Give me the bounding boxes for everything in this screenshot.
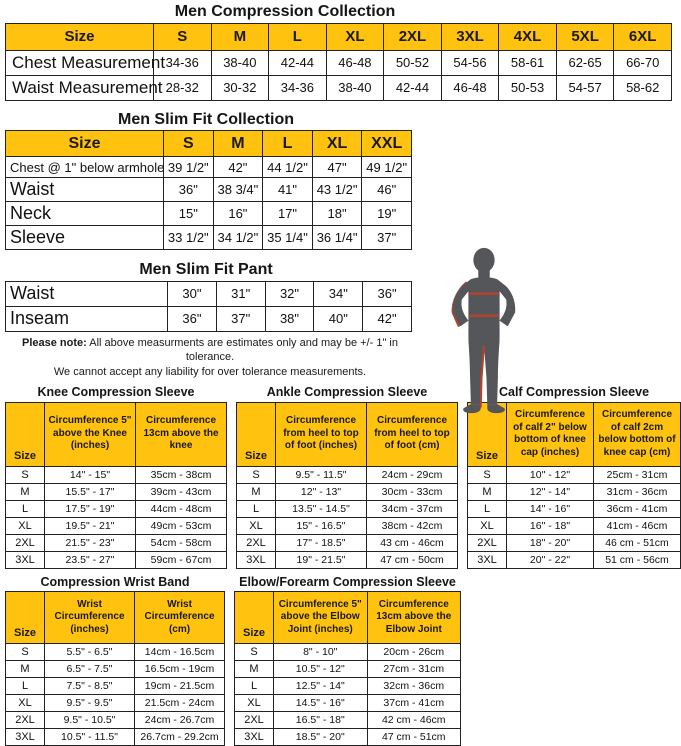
cell-value: 39 1/2" [164, 157, 214, 178]
cell-value: 15" - 16.5" [276, 517, 367, 534]
compression-wrist-band-table [5, 591, 225, 746]
row-label: Neck [6, 202, 164, 226]
cell-value: 16.5cm - 19cm [135, 661, 225, 678]
cell-value: 51 cm - 56cm [594, 551, 681, 568]
cell-value: 37" [216, 306, 265, 331]
row-label: S [6, 466, 45, 483]
title-men-compression-collection: Men Compression Collection [174, 3, 396, 20]
header-row [235, 592, 461, 644]
men-compression-collection-table [5, 23, 672, 101]
column-header: Circumference from heel to top of foot (cm) [367, 402, 458, 466]
cell-value: 34" [314, 281, 363, 306]
table-row [6, 500, 227, 517]
column-header: L [263, 131, 313, 157]
header-row [6, 131, 412, 157]
table-row [6, 678, 225, 695]
row-label: XL [468, 517, 507, 534]
table-row [468, 517, 681, 534]
cell-value: 36" [363, 281, 412, 306]
cell-value: 10" - 12" [507, 466, 594, 483]
cell-value: 14.5" - 16" [274, 695, 368, 712]
column-header: 4XL [499, 23, 557, 50]
cell-value: 47 cm - 51cm [367, 729, 461, 746]
cell-value: 18" - 20" [507, 534, 594, 551]
column-header: Circumference 13cm above the knee [136, 402, 227, 466]
table-row [237, 483, 458, 500]
cell-value: 38 3/4" [213, 178, 263, 202]
row-label: Chest @ 1" below armhole [6, 157, 164, 178]
table-row [6, 466, 227, 483]
cell-value: 49cm - 53cm [136, 517, 227, 534]
table-row [235, 661, 461, 678]
cell-value: 58-61 [499, 50, 557, 75]
cell-value: 21.5cm - 24cm [135, 695, 225, 712]
row-label: L [468, 500, 507, 517]
column-header: 2XL [384, 23, 442, 50]
cell-value: 34 1/2" [213, 226, 263, 250]
table-row [6, 50, 672, 75]
column-header: XL [326, 23, 384, 50]
row-label: L [6, 500, 45, 517]
row-label: 3XL [6, 551, 45, 568]
elbow-section [234, 575, 461, 746]
cell-value: 37" [362, 226, 412, 250]
cell-value: 34cm - 37cm [367, 500, 458, 517]
cell-value: 19cm - 21.5cm [135, 678, 225, 695]
slim-fit-section [0, 111, 679, 380]
knee-section [5, 385, 227, 568]
cell-value: 20cm - 26cm [367, 644, 461, 661]
cell-value: 15.5" - 17" [45, 483, 136, 500]
note-line-2: We cannot accept any liability for over tolerance measurements. [53, 365, 367, 378]
row-label: Waist [6, 281, 168, 306]
elbow-forearm-compression-sleeve-table [234, 591, 461, 746]
table-row [237, 517, 458, 534]
cell-value: 58-62 [614, 75, 672, 100]
column-header: Circumference 5" above the Knee (inches) [45, 402, 136, 466]
table-row [6, 75, 672, 100]
table-row [6, 695, 225, 712]
sleeve-tables-row-2 [5, 575, 679, 746]
cell-value: 32" [265, 281, 314, 306]
column-header: M [211, 23, 269, 50]
column-header: XL [312, 131, 362, 157]
table-row [6, 483, 227, 500]
size-column-header: Size [6, 23, 154, 50]
cell-value: 47 cm - 50cm [367, 551, 458, 568]
cell-value: 24cm - 26.7cm [135, 712, 225, 729]
table-row [468, 500, 681, 517]
knee-compression-sleeve-table [5, 402, 227, 569]
cell-value: 31" [216, 281, 265, 306]
men-slim-fit-collection-table [5, 130, 412, 250]
tolerance-note [0, 336, 420, 380]
cell-value: 17" [263, 202, 313, 226]
row-label: S [468, 466, 507, 483]
cell-value: 42-44 [269, 50, 327, 75]
table-row [6, 202, 412, 226]
row-label: XL [6, 517, 45, 534]
cell-value: 36" [164, 178, 214, 202]
cell-value: 9.5" - 9.5" [45, 695, 135, 712]
cell-value: 54cm - 58cm [136, 534, 227, 551]
table-row [235, 695, 461, 712]
cell-value: 44 1/2" [263, 157, 313, 178]
cell-value: 54-56 [441, 50, 499, 75]
row-label: M [468, 483, 507, 500]
cell-value: 42" [213, 157, 263, 178]
cell-value: 43 cm - 46cm [367, 534, 458, 551]
table-row [6, 534, 227, 551]
cell-value: 9.5" - 10.5" [45, 712, 135, 729]
row-label: L [237, 500, 276, 517]
cell-value: 12.5" - 14" [274, 678, 368, 695]
row-label: 3XL [235, 729, 274, 746]
column-header: S [154, 23, 212, 50]
note-text: All above measurments are estimates only and may be +/- 1" in tolerance. [86, 336, 398, 364]
row-label: 3XL [468, 551, 507, 568]
title-knee-compression-sleeve: Knee Compression Sleeve [37, 385, 195, 400]
table-row [237, 551, 458, 568]
column-header: 5XL [556, 23, 614, 50]
row-label: 2XL [6, 534, 45, 551]
cell-value: 36cm - 41cm [594, 500, 681, 517]
cell-value: 35cm - 38cm [136, 466, 227, 483]
cell-value: 44cm - 48cm [136, 500, 227, 517]
table-row [468, 551, 681, 568]
cell-value: 27cm - 31cm [367, 661, 461, 678]
table-row [6, 306, 412, 331]
column-header: Circumference of calf 2cm below bottom of knee cap (cm) [594, 402, 681, 466]
cell-value: 33 1/2" [164, 226, 214, 250]
cell-value: 8" - 10" [274, 644, 368, 661]
column-header: Circumference of calf 2" below bottom of knee cap (inches) [507, 402, 594, 466]
title-men-slim-fit-collection: Men Slim Fit Collection [117, 110, 294, 128]
row-label: Waist Measurement [6, 75, 154, 100]
cell-value: 16.5" - 18" [274, 712, 368, 729]
table-row [6, 712, 225, 729]
cell-value: 39cm - 43cm [136, 483, 227, 500]
column-header: 3XL [441, 23, 499, 50]
cell-value: 38" [265, 306, 314, 331]
cell-value: 66-70 [614, 50, 672, 75]
cell-value: 41cm - 46cm [594, 517, 681, 534]
table-row [237, 466, 458, 483]
size-column-header: Size [468, 402, 507, 466]
male-silhouette-figure [438, 247, 530, 423]
cell-value: 36 1/4" [312, 226, 362, 250]
cell-value: 17.5" - 19" [45, 500, 136, 517]
cell-value: 12" - 14" [507, 483, 594, 500]
table-row [235, 729, 461, 746]
header-row [237, 402, 458, 466]
cell-value: 14" - 15" [45, 466, 136, 483]
wrist-section [5, 575, 225, 746]
cell-value: 42 cm - 46cm [367, 712, 461, 729]
cell-value: 41" [263, 178, 313, 202]
row-label: M [235, 661, 274, 678]
cell-value: 47" [312, 157, 362, 178]
table-row [237, 534, 458, 551]
size-column-header: Size [6, 592, 45, 644]
cell-value: 12" - 13" [276, 483, 367, 500]
cell-value: 14cm - 16.5cm [135, 644, 225, 661]
cell-value: 42-44 [384, 75, 442, 100]
cell-value: 28-32 [154, 75, 212, 100]
cell-value: 50-52 [384, 50, 442, 75]
table-row [6, 157, 412, 178]
table-row [6, 226, 412, 250]
cell-value: 38-40 [326, 75, 384, 100]
row-label: 2XL [6, 712, 45, 729]
row-label: Waist [6, 178, 164, 202]
men-slim-fit-pant-table [5, 281, 412, 332]
cell-value: 10.5" - 11.5" [45, 729, 135, 746]
column-header: Circumference from heel to top of foot (inches) [276, 402, 367, 466]
cell-value: 30cm - 33cm [367, 483, 458, 500]
cell-value: 19" [362, 202, 412, 226]
row-label: XL [235, 695, 274, 712]
table-row [6, 517, 227, 534]
row-label: 2XL [235, 712, 274, 729]
column-header: 6XL [614, 23, 672, 50]
cell-value: 21.5" - 23" [45, 534, 136, 551]
cell-value: 13.5" - 14.5" [276, 500, 367, 517]
ankle-compression-sleeve-table [236, 402, 458, 569]
cell-value: 49 1/2" [362, 157, 412, 178]
cell-value: 10.5" - 12" [274, 661, 368, 678]
table-row [6, 644, 225, 661]
row-label: M [6, 483, 45, 500]
table-row [235, 712, 461, 729]
cell-value: 46 cm - 51cm [594, 534, 681, 551]
ankle-section [236, 385, 458, 568]
cell-value: 18.5" - 20" [274, 729, 368, 746]
column-header: Wrist Circumference (inches) [45, 592, 135, 644]
size-column-header: Size [235, 592, 274, 644]
row-label: 2XL [237, 534, 276, 551]
table-row [6, 729, 225, 746]
cell-value: 19" - 21.5" [276, 551, 367, 568]
row-label: Chest Measurement [6, 50, 154, 75]
cell-value: 9.5" - 11.5" [276, 466, 367, 483]
table-row [6, 178, 412, 202]
cell-value: 19.5" - 21" [45, 517, 136, 534]
cell-value: 6.5" - 7.5" [45, 661, 135, 678]
title-men-slim-fit-pant: Men Slim Fit Pant [139, 261, 273, 279]
cell-value: 31cm - 36cm [594, 483, 681, 500]
cell-value: 25cm - 31cm [594, 466, 681, 483]
cell-value: 42" [363, 306, 412, 331]
sleeve-tables-row-1 [5, 385, 679, 568]
cell-value: 62-65 [556, 50, 614, 75]
table-row [235, 678, 461, 695]
column-header: Circumference 5" above the Elbow Joint (inches) [274, 592, 368, 644]
table-row [468, 466, 681, 483]
cell-value: 36" [168, 306, 217, 331]
row-label: 2XL [468, 534, 507, 551]
cell-value: 23.5" - 27" [45, 551, 136, 568]
row-label: S [237, 466, 276, 483]
table-row [6, 551, 227, 568]
cell-value: 38cm - 42cm [367, 517, 458, 534]
cell-value: 5.5" - 6.5" [45, 644, 135, 661]
column-header: S [164, 131, 214, 157]
column-header: Circumference 13cm above the Elbow Joint [367, 592, 461, 644]
cell-value: 50-53 [499, 75, 557, 100]
cell-value: 37cm - 41cm [367, 695, 461, 712]
row-label: S [6, 644, 45, 661]
table-row [6, 281, 412, 306]
calf-compression-sleeve-table [467, 402, 681, 569]
column-header: Wrist Circumference (cm) [135, 592, 225, 644]
cell-value: 54-57 [556, 75, 614, 100]
title-elbow-forearm-compression-sleeve: Elbow/Forearm Compression Sleeve [239, 574, 456, 589]
cell-value: 30" [168, 281, 217, 306]
row-label: 3XL [237, 551, 276, 568]
row-label: 3XL [6, 729, 45, 746]
cell-value: 16" [213, 202, 263, 226]
cell-value: 34-36 [269, 75, 327, 100]
cell-value: 46" [362, 178, 412, 202]
cell-value: 16" - 18" [507, 517, 594, 534]
row-label: XL [6, 695, 45, 712]
note-line-1 [0, 336, 420, 365]
cell-value: 40" [314, 306, 363, 331]
row-label: Inseam [6, 306, 168, 331]
cell-value: 34-36 [154, 50, 212, 75]
table-row [6, 661, 225, 678]
column-header: L [269, 23, 327, 50]
cell-value: 20" - 22" [507, 551, 594, 568]
title-calf-compression-sleeve: Calf Compression Sleeve [498, 385, 650, 400]
cell-value: 7.5" - 8.5" [45, 678, 135, 695]
header-row [6, 592, 225, 644]
title-compression-wrist-band: Compression Wrist Band [40, 574, 190, 589]
male-silhouette-icon [438, 247, 530, 423]
table-row [237, 500, 458, 517]
cell-value: 32cm - 36cm [367, 678, 461, 695]
row-label: S [235, 644, 274, 661]
cell-value: 46-48 [326, 50, 384, 75]
cell-value: 59cm - 67cm [136, 551, 227, 568]
cell-value: 30-32 [211, 75, 269, 100]
table-row [468, 534, 681, 551]
row-label: M [237, 483, 276, 500]
cell-value: 43 1/2" [312, 178, 362, 202]
header-row [6, 402, 227, 466]
cell-value: 17" - 18.5" [276, 534, 367, 551]
cell-value: 26.7cm - 29.2cm [135, 729, 225, 746]
cell-value: 38-40 [211, 50, 269, 75]
title-ankle-compression-sleeve: Ankle Compression Sleeve [266, 385, 428, 400]
row-label: M [6, 661, 45, 678]
note-prefix: Please note: [22, 336, 87, 349]
cell-value: 18" [312, 202, 362, 226]
table-row [468, 483, 681, 500]
column-header: M [213, 131, 263, 157]
column-header: XXL [362, 131, 412, 157]
size-column-header: Size [6, 402, 45, 466]
table-row [235, 644, 461, 661]
cell-value: 35 1/4" [263, 226, 313, 250]
cell-value: 14" - 16" [507, 500, 594, 517]
cell-value: 15" [164, 202, 214, 226]
header-row [6, 23, 672, 50]
row-label: Sleeve [6, 226, 164, 250]
size-column-header: Size [6, 131, 164, 157]
row-label: L [6, 678, 45, 695]
cell-value: 24cm - 29cm [367, 466, 458, 483]
cell-value: 46-48 [441, 75, 499, 100]
row-label: L [235, 678, 274, 695]
row-label: XL [237, 517, 276, 534]
size-column-header: Size [237, 402, 276, 466]
